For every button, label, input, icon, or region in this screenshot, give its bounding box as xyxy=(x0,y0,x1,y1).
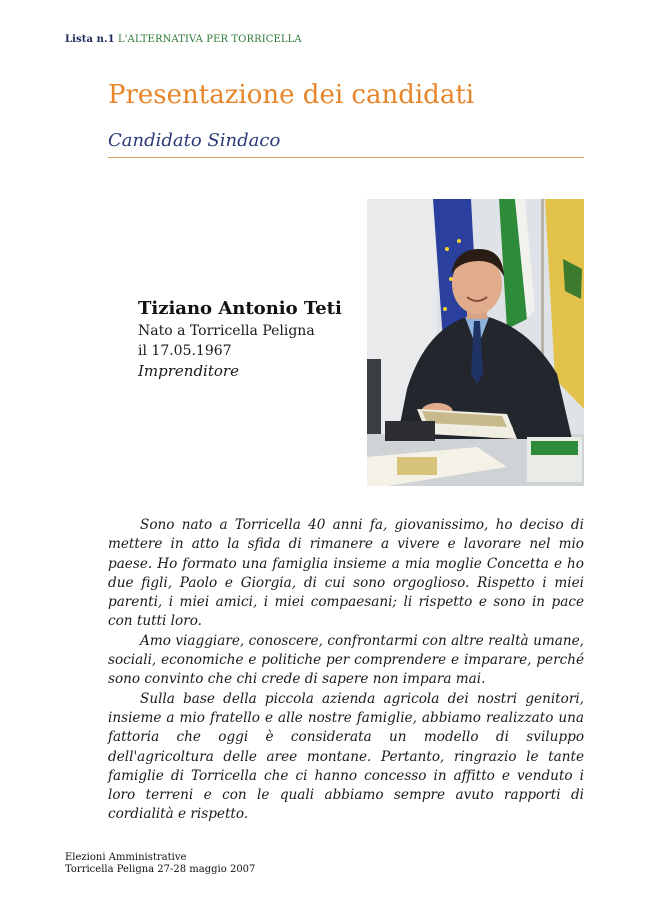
section-subtitle: Candidato Sindaco xyxy=(108,130,281,151)
divider xyxy=(108,157,584,158)
biography xyxy=(108,516,584,825)
candidate-profession: Imprenditore xyxy=(138,362,239,380)
party-name: L'ALTERNATIVA PER TORRICELLA xyxy=(117,34,302,45)
candidate-info xyxy=(138,298,342,381)
biography-paragraph: Sulla base della piccola azienda agricola dei nostri genitori, insieme a mio fratello e alle nostre famiglie, abbiamo realizzato una fattoria che oggi è considerata un modello di sviluppo dell'agricoltura delle aree montane. Pertanto, ringrazio le tante famiglie di Torricella che ci hanno concesso in affitto e venduto i loro terreni e con le quali abbiamo sempre avuto rapporti di cordialità e rispetto. xyxy=(108,690,584,823)
candidate-birthdate: il 17.05.1967 xyxy=(138,343,232,359)
page-title: Presentazione dei candidati xyxy=(108,80,475,110)
candidate-birthplace: Nato a Torricella Peligna xyxy=(138,323,315,339)
biography-paragraph: Sono nato a Torricella 40 anni fa, giovanissimo, ho deciso di mettere in atto la sfida di rimanere a vivere e lavorare nel mio paese. Ho formato una famiglia insieme a mia moglie Concetta e ho due figli, Paolo e Giorgia, di cui sono orgoglioso. Rispetto i miei parenti, i miei amici, i miei compaesani; li rispetto e sono in pace con tutti loro. xyxy=(108,517,584,630)
biography-paragraph: Amo viaggiare, conoscere, confrontarmi con altre realtà umane, sociali, economiche e politiche per comprendere e imparare, perché sono convinto che chi crede di sapere non impara mai. xyxy=(108,632,584,688)
list-number: Lista n.1 xyxy=(65,34,115,45)
page-header xyxy=(65,34,302,45)
candidate-photo xyxy=(367,199,584,486)
footer-line-2: Torricella Peligna 27-28 maggio 2007 xyxy=(65,864,256,875)
page-footer xyxy=(65,852,255,876)
candidate-name: Tiziano Antonio Teti xyxy=(138,298,342,319)
footer-line-1: Elezioni Amministrative xyxy=(65,852,187,863)
